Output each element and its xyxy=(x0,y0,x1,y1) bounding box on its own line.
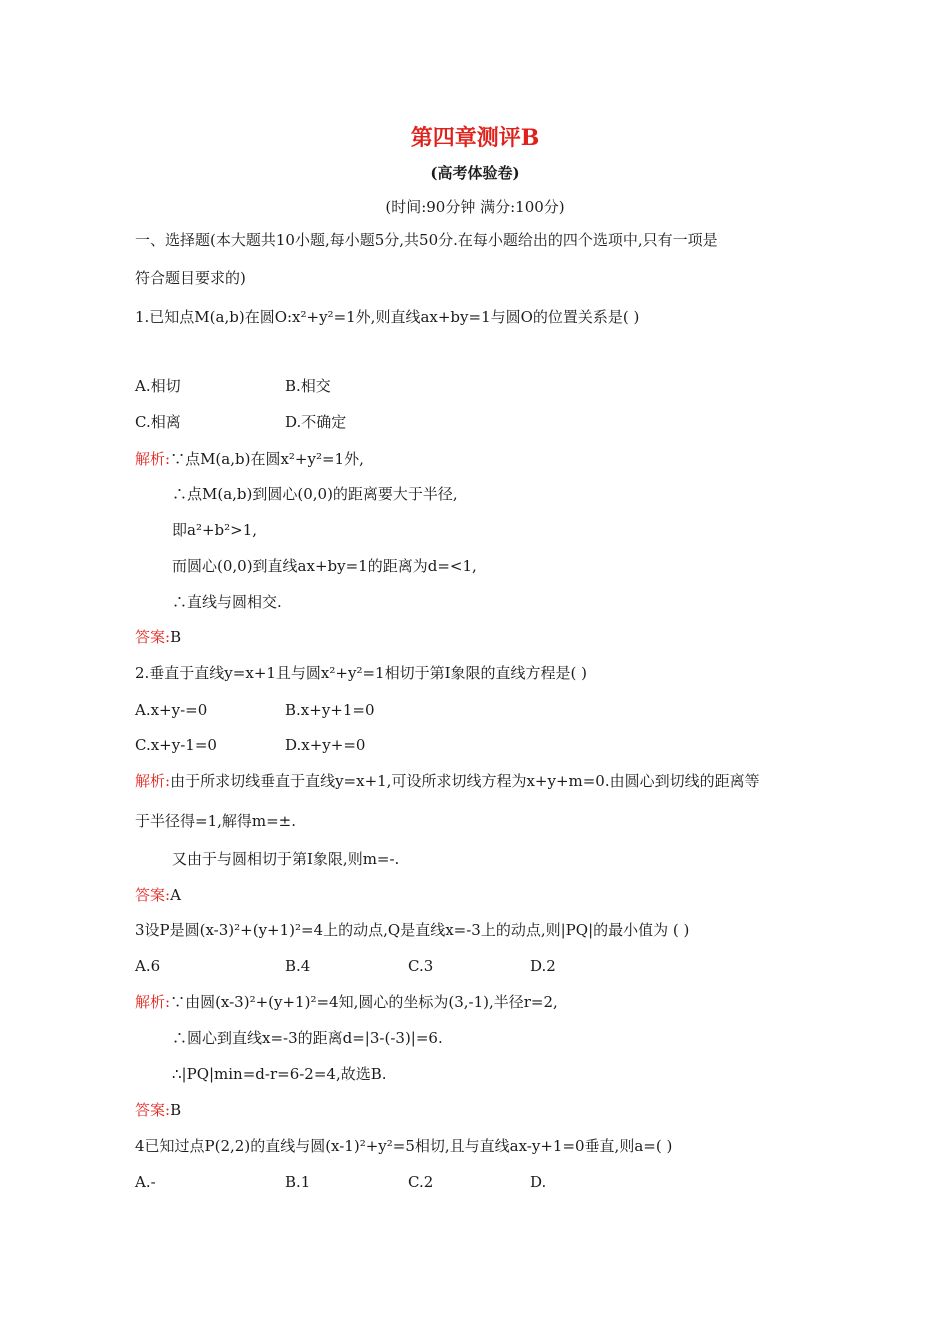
analysis-label: 解析: xyxy=(135,450,171,468)
q1-analysis-line1 xyxy=(135,449,364,469)
q4-stem: 4已知过点P(2,2)的直线与圆(x-1)²+y²=5相切,且与直线ax-y+1=0垂直,则a=( ) xyxy=(135,1137,673,1155)
q2-analysis-line1 xyxy=(135,771,760,791)
q2-stem: 2.垂直于直线y=x+1且与圆x²+y²=1相切于第Ⅰ象限的直线方程是( ) xyxy=(135,664,587,682)
q2-option-b: B.x+y+1=0 xyxy=(285,701,375,719)
q1-analysis-line4: 而圆心(0,0)到直线ax+by=1的距离为d=<1, xyxy=(172,557,477,575)
q1-analysis-line3: 即a²+b²>1, xyxy=(172,521,258,539)
time-info: (时间:90分钟 满分:100分) xyxy=(385,198,565,216)
q1-option-b: B.相交 xyxy=(285,377,331,395)
page-subtitle: (高考体验卷) xyxy=(430,164,520,182)
q4-option-d: D. xyxy=(530,1173,547,1191)
analysis-text: ∵点M(a,b)在圆x²+y²=1外, xyxy=(170,450,364,468)
q1-option-d: D.不确定 xyxy=(285,413,347,431)
analysis-text: 由于所求切线垂直于直线y=x+1,可设所求切线方程为x+y+m=0.由圆心到切线的距离等 xyxy=(170,772,760,790)
q1-answer xyxy=(135,627,181,647)
section-heading-line1: 一、选择题(本大题共10小题,每小题5分,共50分.在每小题给出的四个选项中,只有一项是 xyxy=(135,231,718,249)
answer-label: 答案: xyxy=(135,628,171,646)
answer-label: 答案: xyxy=(135,886,171,904)
q1-analysis-line2: ∴点M(a,b)到圆心(0,0)的距离要大于半径, xyxy=(172,485,458,503)
q3-analysis-line1 xyxy=(135,992,558,1012)
q1-stem: 1.已知点M(a,b)在圆O:x²+y²=1外,则直线ax+by=1与圆O的位置关系是( ) xyxy=(135,308,640,326)
q2-option-a: A.x+y-=0 xyxy=(135,701,208,719)
q2-option-c: C.x+y-1=0 xyxy=(135,736,217,754)
analysis-label: 解析: xyxy=(135,993,171,1011)
q3-option-b: B.4 xyxy=(285,957,311,975)
q2-analysis-line3: 又由于与圆相切于第Ⅰ象限,则m=-. xyxy=(172,850,400,868)
answer-label: 答案: xyxy=(135,1101,171,1119)
q3-option-d: D.2 xyxy=(530,957,556,975)
q3-stem: 3设P是圆(x-3)²+(y+1)²=4上的动点,Q是直线x=-3上的动点,则|PQ|的最小值为 ( ) xyxy=(135,921,690,939)
q4-option-b: B.1 xyxy=(285,1173,311,1191)
answer-value: B xyxy=(170,1101,182,1119)
q1-option-c: C.相离 xyxy=(135,413,181,431)
q3-option-c: C.3 xyxy=(408,957,434,975)
q2-answer xyxy=(135,885,181,905)
q1-option-a: A.相切 xyxy=(135,377,181,395)
q4-option-a: A.- xyxy=(135,1173,156,1191)
q2-option-d: D.x+y+=0 xyxy=(285,736,366,754)
q1-analysis-line5: ∴直线与圆相交. xyxy=(172,593,282,611)
answer-value: A xyxy=(170,886,181,904)
page-title: 第四章测评B xyxy=(410,125,540,151)
q3-analysis-line3: ∴|PQ|min=d-r=6-2=4,故选B. xyxy=(172,1065,387,1083)
analysis-label: 解析: xyxy=(135,772,171,790)
q3-option-a: A.6 xyxy=(135,957,161,975)
q3-analysis-line2: ∴圆心到直线x=-3的距离d=|3-(-3)|=6. xyxy=(172,1029,443,1047)
answer-value: B xyxy=(170,628,182,646)
q4-option-c: C.2 xyxy=(408,1173,434,1191)
analysis-text: ∵由圆(x-3)²+(y+1)²=4知,圆心的坐标为(3,-1),半径r=2, xyxy=(170,993,558,1011)
q3-answer xyxy=(135,1100,181,1120)
section-heading-line2: 符合题目要求的) xyxy=(135,269,246,287)
q2-analysis-line2: 于半径得=1,解得m=±. xyxy=(135,812,297,830)
